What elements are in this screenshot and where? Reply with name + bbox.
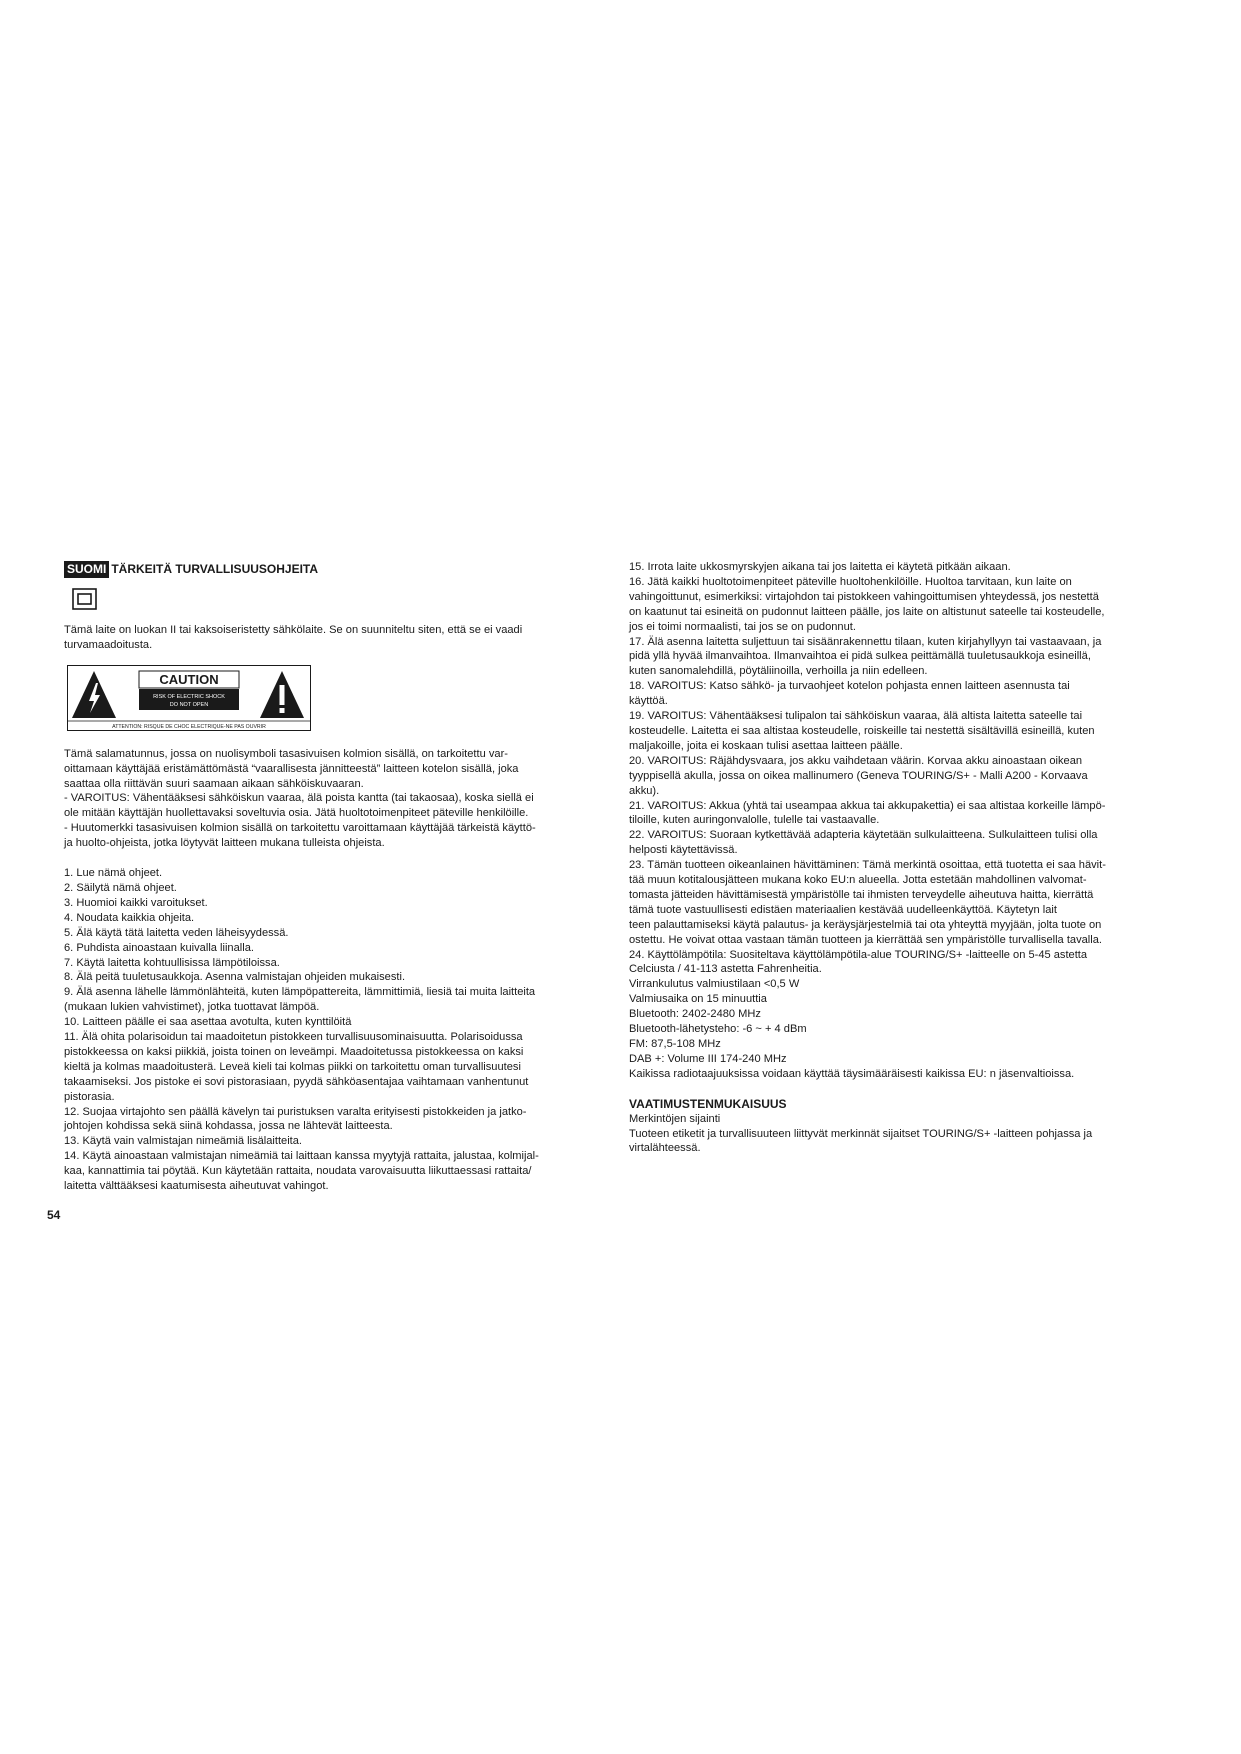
right-line: teen palauttamiseksi käytä palautus- ja keräysjärjestelmiä tai ota yhteyttä myyjään, jolta tuote on <box>629 918 1102 931</box>
right-line: Virrankulutus valmiustilaan <0,5 W <box>629 978 800 991</box>
list-item: 1. Lue nämä ohjeet. <box>64 867 163 880</box>
intro-paragraph <box>64 623 598 653</box>
section-header <box>64 560 598 578</box>
left-column <box>64 560 598 1194</box>
list-item: 3. Huomioi kaikki varoitukset. <box>64 896 208 909</box>
caution-bottom-text: ATTENTION: RISQUE DE CHOC ELECTRIQUE-NE PAS OUVRIR <box>112 723 266 730</box>
list-item: laitetta välttääksesi kaatumisesta aiheutuvat vahingot. <box>64 1180 329 1193</box>
list-item: 13. Käytä vain valmistajan nimeämiä lisälaitteita. <box>64 1135 303 1148</box>
intro-line: turvamaadoitusta. <box>64 638 153 651</box>
list-item: 8. Älä peitä tuuletusaukkoja. Asenna valmistajan ohjeiden mukaisesti. <box>64 971 406 984</box>
list-item: 11. Älä ohita polarisoidun tai maadoitetun pistokkeen turvallisuusominaisuutta. Polarisoidussa <box>64 1031 523 1044</box>
right-line: tämä tuote vastuullisesti edistäen materiaalien kestävää uudelleenkäyttöä. Käytetyn lait <box>629 903 1057 916</box>
list-item: johtojen kohdissa sekä siinä kohdassa, jossa ne lähtevät laitteesta. <box>64 1120 393 1133</box>
right-line: Celciusta / 41-113 astetta Fahrenheitia. <box>629 963 822 976</box>
compliance-line: Tuoteen etiketit ja turvallisuuteen liittyvät merkinnät sijaitset TOURING/S+ -laitteen pohjassa ja <box>629 1127 1093 1140</box>
list-item: 5. Älä käytä tätä laitetta veden läheisyydessä. <box>64 926 289 939</box>
warning-line: saattaa olla riittävän suuri saamaan aikaan sähköiskuvaaran. <box>64 777 364 790</box>
list-item: 6. Puhdista ainoastaan kuivalla liinalla. <box>64 941 254 954</box>
right-line: Valmiusaika on 15 minuuttia <box>629 993 767 1006</box>
right-line: maljakoille, joita ei koskaan tulisi asettaa laitteen päälle. <box>629 739 903 752</box>
list-item: 9. Älä asenna lähelle lämmönlähteitä, kuten lämpöpattereita, lämmittimiä, liesiä tai muita laitteita <box>64 986 536 999</box>
list-item: pistorasia. <box>64 1090 115 1103</box>
right-line: pidä yllä hyvää ilmanvaihtoa. Ilmanvaihtoa ei pidä sulkea peittämällä tuuletusaukkoja esineillä, <box>629 650 1091 663</box>
right-line: ostettu. He voivat ottaa vastaan tämän tuotteen ja kierrättää sen ympäristölle turvallisella tavalla. <box>629 933 1102 946</box>
caution-line-1: RISK OF ELECTRIC SHOCK <box>153 693 225 700</box>
warning-line: ole mitään käyttäjän huollettavaksi soveltuvia osia. Jätä huoltotoimenpiteet päteville henkilöille. <box>64 807 529 820</box>
right-line: on kaatunut tai esineitä on pudonnut laitteen päälle, jos laite on altistunut sateelle tai kosteudelle, <box>629 605 1105 618</box>
right-line: Kaikissa radiotaajuuksissa voidaan käyttää täysimääräisesti kaikissa EU: n jäsenvaltioissa. <box>629 1067 1075 1080</box>
language-tag: SUOMI <box>64 561 109 578</box>
compliance-line: Merkintöjen sijainti <box>629 1112 721 1125</box>
right-line: käyttöä. <box>629 695 668 708</box>
list-item: (mukaan lukien vahvistimet), jotka tuottavat lämpöä. <box>64 1001 320 1014</box>
right-line: helposti käytettävissä. <box>629 844 738 857</box>
list-item: 10. Laitteen päälle ei saa asettaa avotulta, kuten kynttilöitä <box>64 1016 352 1029</box>
compliance-title: VAATIMUSTENMUKAISUUS <box>629 1096 787 1111</box>
list-item: 12. Suojaa virtajohto sen päällä kävelyn tai puristuksen varalta erityisesti pistokkeiden ja jatko- <box>64 1105 527 1118</box>
right-line: Bluetooth: 2402-2480 MHz <box>629 1008 761 1021</box>
right-column <box>629 560 1169 1156</box>
right-line: 15. Irrota laite ukkosmyrskyjen aikana tai jos laitetta ei käytetä pitkään aikaan. <box>629 561 1011 573</box>
right-line: tää muun kotitalousjätteen mukana koko EU:n alueella. Jotta estetään mahdollinen valvomat- <box>629 874 1087 887</box>
warning-line: oittamaan käyttäjää eristämättömästä “vaarallisesta jännitteestä” laitteen kotelon sisällä, joka <box>64 762 519 775</box>
right-line: 23. Tämän tuotteen oikeanlainen hävittäminen: Tämä merkintä osoittaa, että tuotetta ei saa hävit- <box>629 859 1106 872</box>
right-line: 18. VAROITUS: Katso sähkö- ja turvaohjeet kotelon pohjasta ennen laitteen asennusta tai <box>629 680 1070 693</box>
right-line: 21. VAROITUS: Akkua (yhtä tai useampaa akkua tai akkupakettia) ei saa altistaa korkeille lämpö- <box>629 799 1106 812</box>
right-line: 24. Käyttölämpötila: Suositeltava käyttölämpötila-alue TOURING/S+ -laitteelle on 5-45 astetta <box>629 948 1088 961</box>
class-ii-double-insulation-icon <box>72 588 97 610</box>
intro-line: Tämä laite on luokan II tai kaksoiseristetty sähkölaite. Se on suunniteltu siten, että se ei vaadi <box>64 623 523 636</box>
right-line: tiloille, kuten auringonvalolle, tulelle tai vastaavalle. <box>629 814 880 827</box>
right-line: DAB +: Volume III 174-240 MHz <box>629 1052 787 1065</box>
right-line: tyyppisellä akulla, jossa on oikea mallinumero (Geneva TOURING/S+ - Malli A200 - Korvaava <box>629 769 1088 782</box>
compliance-section <box>629 1097 1169 1157</box>
warning-line: - Huutomerkki tasasivuisen kolmion sisällä on tarkoitettu varoittamaan käyttäjää tärkeistä käyttö- <box>64 822 536 835</box>
warning-line: - VAROITUS: Vähentääksesi sähköiskun vaaraa, älä poista kantta (tai takaosaa), koska siellä ei <box>64 792 534 805</box>
caution-line-2: DO NOT OPEN <box>169 701 209 708</box>
compliance-line: virtalähteessä. <box>629 1142 701 1155</box>
right-line: 20. VAROITUS: Räjähdysvaara, jos akku vaihdetaan väärin. Korvaa akku ainoastaan oikean <box>629 754 1083 767</box>
right-line: 16. Jätä kaikki huoltotoimenpiteet päteville huoltohenkilöille. Huoltoa tarvitaan, kun laite on <box>629 575 1072 588</box>
right-line: 17. Älä asenna laitetta suljettuun tai sisäänrakennettu tilaan, kuten kirjahyllyyn tai vastaavaan, ja <box>629 635 1102 648</box>
list-item: 14. Käytä ainoastaan valmistajan nimeämiä tai laittaan kanssa myytyjä rattaita, jalustaa, kolmijal- <box>64 1150 539 1163</box>
right-line: kosteudelle. Laitetta ei saa altistaa kosteudelle, roiskeille tai nestettä sisältävillä esineillä, kuten <box>629 724 1095 737</box>
list-item: kieltä ja kolmas maadoitusterä. Leveä kieli tai kolmas piikki on tarkoitettu oman turvallisuutesi <box>64 1060 521 1073</box>
right-line: akku). <box>629 784 660 797</box>
instructions-list <box>64 866 598 1194</box>
list-item: 4. Noudata kaikkia ohjeita. <box>64 911 195 924</box>
list-item: pistokkeessa on kaksi piikkiä, joista toinen on leveämpi. Maadoitetussa pistokkeessa on kaksi <box>64 1045 524 1058</box>
caution-title: CAUTION <box>159 671 219 687</box>
caution-label <box>67 665 311 731</box>
warning-line: Tämä salamatunnus, jossa on nuolisymboli tasasivuisen kolmion sisällä, on tarkoitettu var- <box>64 747 508 760</box>
list-item: 2. Säilytä nämä ohjeet. <box>64 881 177 894</box>
instructions-continued <box>629 560 1169 1082</box>
right-line: tomasta jätteiden hävittämisestä ympäristölle tai ihmisten terveydelle aiheutuva haitta, kierrättä <box>629 888 1094 901</box>
right-line: jos ei toimi normaalisti, tai jos se on pudonnut. <box>629 620 856 633</box>
right-line: Bluetooth-lähetysteho: -6 ~ + 4 dBm <box>629 1023 807 1036</box>
right-line: 22. VAROITUS: Suoraan kytkettävää adapteria käytetään sulkulaitteena. Sulkulaitteen tulisi olla <box>629 829 1098 842</box>
list-item: kaa, kannattimia tai pöytää. Kun käytetään rattaita, noudata varovaisuutta liikuttaessasi rattaita/ <box>64 1165 532 1178</box>
right-line: kuten sanomalehdillä, pöytäliinoilla, verhoilla ja niin edelleen. <box>629 665 928 678</box>
page-number: 54 <box>47 1208 61 1222</box>
warning-paragraph <box>64 747 598 851</box>
right-line: vahingoittunut, esimerkiksi: virtajohdon tai pistokkeen vahingoittumisen yhteydessä, jos nestettä <box>629 590 1099 603</box>
right-line: 19. VAROITUS: Vähentääksesi tulipalon tai sähköiskun vaaraa, älä altista laitetta sateelle tai <box>629 710 1083 723</box>
right-line: FM: 87,5-108 MHz <box>629 1038 721 1050</box>
warning-line: ja huolto-ohjeista, jotka löytyvät laitteen mukana tulleista ohjeista. <box>64 837 385 850</box>
section-title: TÄRKEITÄ TURVALLISUUSOHJEITA <box>111 561 319 576</box>
list-item: takaamiseksi. Jos pistoke ei sovi pistorasiaan, pyydä sähköasentajaa vaihtamaan vanhentunut <box>64 1075 529 1088</box>
list-item: 7. Käytä laitetta kohtuullisissa lämpötiloissa. <box>64 956 280 969</box>
